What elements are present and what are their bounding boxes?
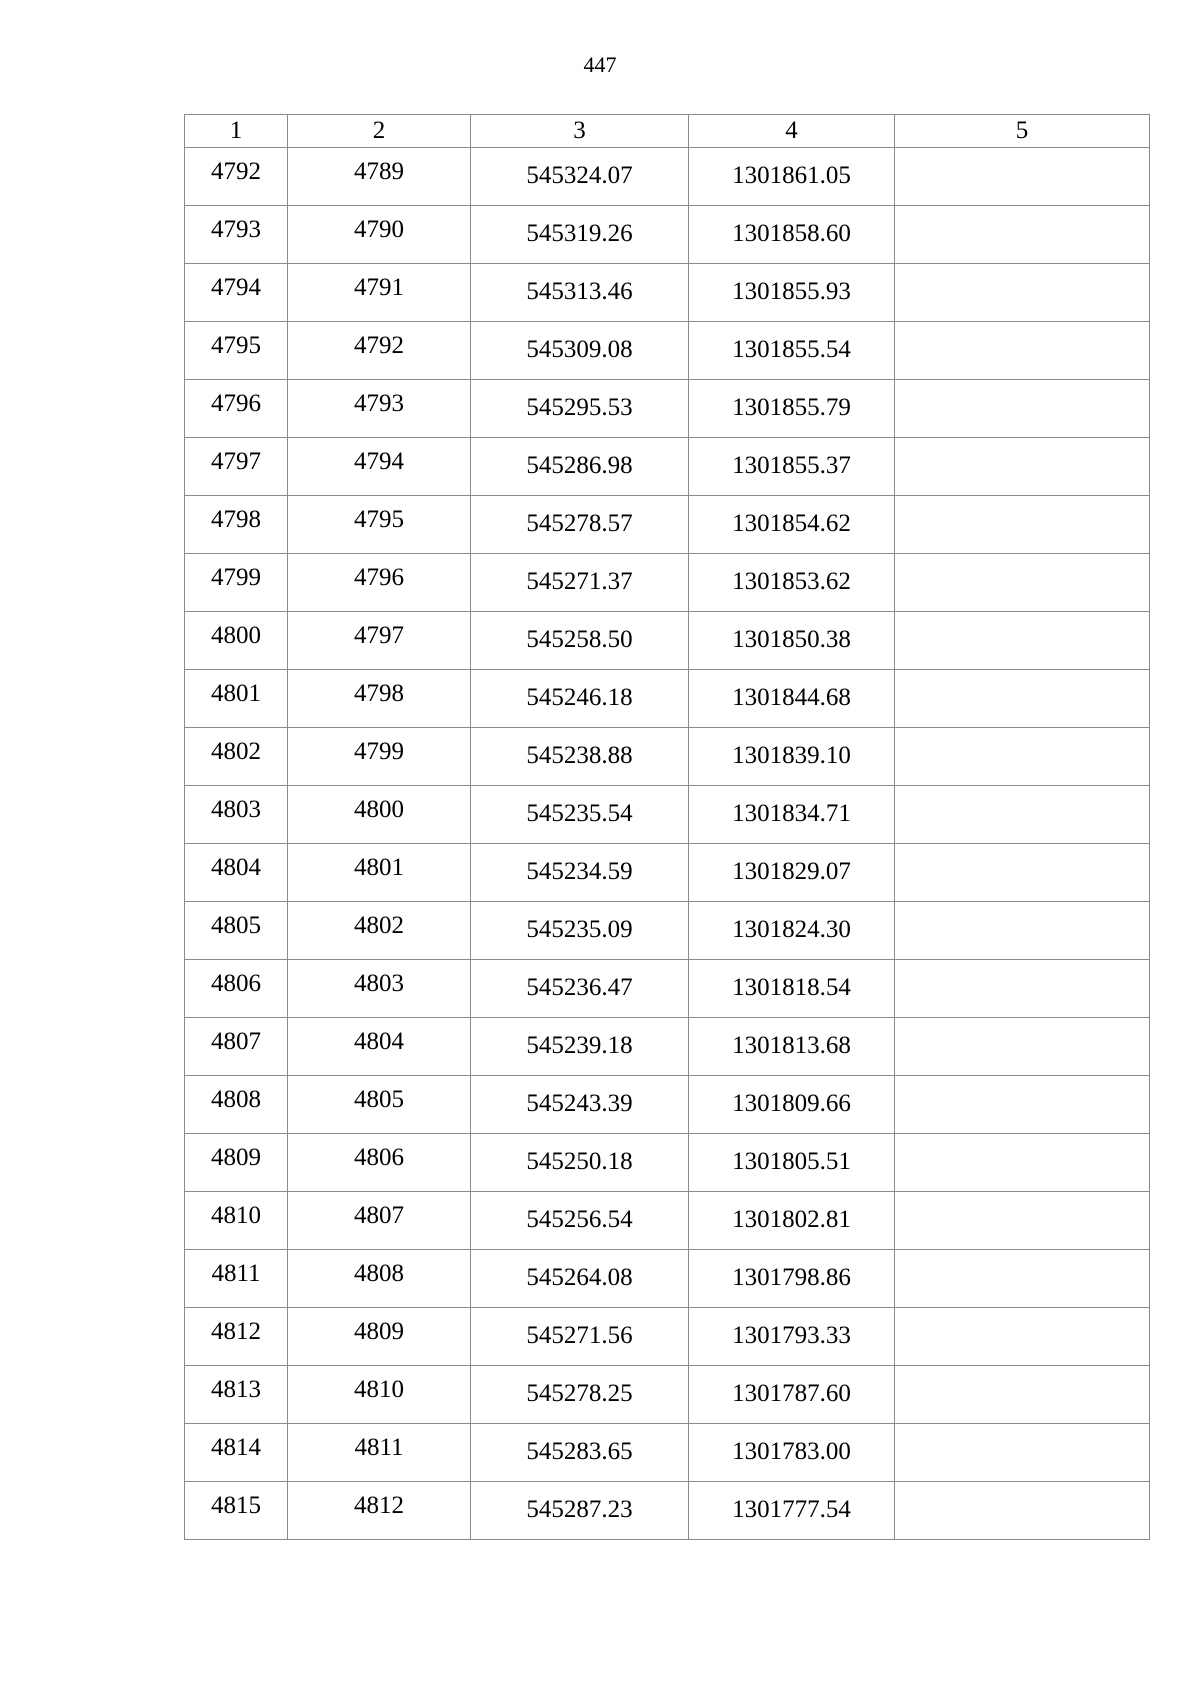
reference-number-cell: 4804 — [288, 1018, 471, 1076]
point-number-cell: 4813 — [185, 1366, 288, 1424]
reference-number-cell: 4800 — [288, 786, 471, 844]
note-cell — [895, 670, 1150, 728]
point-number-cell: 4806 — [185, 960, 288, 1018]
reference-number-cell: 4789 — [288, 148, 471, 206]
x-coordinate-cell: 545236.47 — [471, 960, 689, 1018]
note-cell — [895, 728, 1150, 786]
table-row — [185, 1134, 1150, 1192]
x-coordinate-cell: 545286.98 — [471, 438, 689, 496]
note-cell — [895, 322, 1150, 380]
table-row — [185, 1366, 1150, 1424]
header-row — [185, 115, 1150, 148]
reference-number-cell: 4796 — [288, 554, 471, 612]
x-coordinate-cell: 545271.37 — [471, 554, 689, 612]
x-coordinate-cell: 545278.25 — [471, 1366, 689, 1424]
y-coordinate-cell: 1301802.81 — [689, 1192, 895, 1250]
x-coordinate-cell: 545313.46 — [471, 264, 689, 322]
y-coordinate-cell: 1301787.60 — [689, 1366, 895, 1424]
table-row — [185, 902, 1150, 960]
reference-number-cell: 4812 — [288, 1482, 471, 1540]
y-coordinate-cell: 1301855.93 — [689, 264, 895, 322]
point-number-cell: 4792 — [185, 148, 288, 206]
column-header-3: 3 — [471, 115, 689, 148]
reference-number-cell: 4802 — [288, 902, 471, 960]
table-row — [185, 960, 1150, 1018]
note-cell — [895, 1366, 1150, 1424]
note-cell — [895, 554, 1150, 612]
note-cell — [895, 1192, 1150, 1250]
reference-number-cell: 4810 — [288, 1366, 471, 1424]
point-number-cell: 4809 — [185, 1134, 288, 1192]
x-coordinate-cell: 545238.88 — [471, 728, 689, 786]
point-number-cell: 4802 — [185, 728, 288, 786]
page-number: 447 — [583, 52, 617, 77]
x-coordinate-cell: 545258.50 — [471, 612, 689, 670]
x-coordinate-cell: 545234.59 — [471, 844, 689, 902]
reference-number-cell: 4803 — [288, 960, 471, 1018]
x-coordinate-cell: 545235.54 — [471, 786, 689, 844]
x-coordinate-cell: 545235.09 — [471, 902, 689, 960]
x-coordinate-cell: 545239.18 — [471, 1018, 689, 1076]
reference-number-cell: 4792 — [288, 322, 471, 380]
point-number-cell: 4810 — [185, 1192, 288, 1250]
x-coordinate-cell: 545319.26 — [471, 206, 689, 264]
y-coordinate-cell: 1301824.30 — [689, 902, 895, 960]
point-number-cell: 4793 — [185, 206, 288, 264]
y-coordinate-cell: 1301861.05 — [689, 148, 895, 206]
reference-number-cell: 4811 — [288, 1424, 471, 1482]
table-row — [185, 612, 1150, 670]
y-coordinate-cell: 1301834.71 — [689, 786, 895, 844]
point-number-cell: 4801 — [185, 670, 288, 728]
table-row — [185, 670, 1150, 728]
x-coordinate-cell: 545250.18 — [471, 1134, 689, 1192]
table-row — [185, 1482, 1150, 1540]
point-number-cell: 4805 — [185, 902, 288, 960]
reference-number-cell: 4794 — [288, 438, 471, 496]
note-cell — [895, 264, 1150, 322]
table-row — [185, 1018, 1150, 1076]
note-cell — [895, 1134, 1150, 1192]
note-cell — [895, 1018, 1150, 1076]
note-cell — [895, 438, 1150, 496]
table-row — [185, 380, 1150, 438]
point-number-cell: 4804 — [185, 844, 288, 902]
point-number-cell: 4796 — [185, 380, 288, 438]
y-coordinate-cell: 1301829.07 — [689, 844, 895, 902]
note-cell — [895, 148, 1150, 206]
reference-number-cell: 4791 — [288, 264, 471, 322]
table-row — [185, 206, 1150, 264]
reference-number-cell: 4807 — [288, 1192, 471, 1250]
note-cell — [895, 960, 1150, 1018]
note-cell — [895, 1250, 1150, 1308]
y-coordinate-cell: 1301813.68 — [689, 1018, 895, 1076]
table-row — [185, 786, 1150, 844]
coordinates-table — [184, 114, 1150, 1540]
note-cell — [895, 1076, 1150, 1134]
y-coordinate-cell: 1301783.00 — [689, 1424, 895, 1482]
x-coordinate-cell: 545256.54 — [471, 1192, 689, 1250]
column-header-2: 2 — [288, 115, 471, 148]
point-number-cell: 4799 — [185, 554, 288, 612]
note-cell — [895, 496, 1150, 554]
y-coordinate-cell: 1301844.68 — [689, 670, 895, 728]
reference-number-cell: 4801 — [288, 844, 471, 902]
note-cell — [895, 902, 1150, 960]
point-number-cell: 4811 — [185, 1250, 288, 1308]
column-header-4: 4 — [689, 115, 895, 148]
y-coordinate-cell: 1301798.86 — [689, 1250, 895, 1308]
point-number-cell: 4794 — [185, 264, 288, 322]
note-cell — [895, 786, 1150, 844]
y-coordinate-cell: 1301858.60 — [689, 206, 895, 264]
table-row — [185, 844, 1150, 902]
x-coordinate-cell: 545283.65 — [471, 1424, 689, 1482]
reference-number-cell: 4806 — [288, 1134, 471, 1192]
y-coordinate-cell: 1301855.79 — [689, 380, 895, 438]
reference-number-cell: 4793 — [288, 380, 471, 438]
y-coordinate-cell: 1301839.10 — [689, 728, 895, 786]
y-coordinate-cell: 1301777.54 — [689, 1482, 895, 1540]
table-row — [185, 496, 1150, 554]
reference-number-cell: 4798 — [288, 670, 471, 728]
x-coordinate-cell: 545264.08 — [471, 1250, 689, 1308]
point-number-cell: 4797 — [185, 438, 288, 496]
table-row — [185, 1308, 1150, 1366]
point-number-cell: 4803 — [185, 786, 288, 844]
reference-number-cell: 4795 — [288, 496, 471, 554]
reference-number-cell: 4808 — [288, 1250, 471, 1308]
y-coordinate-cell: 1301818.54 — [689, 960, 895, 1018]
x-coordinate-cell: 545309.08 — [471, 322, 689, 380]
point-number-cell: 4807 — [185, 1018, 288, 1076]
y-coordinate-cell: 1301855.37 — [689, 438, 895, 496]
point-number-cell: 4812 — [185, 1308, 288, 1366]
x-coordinate-cell: 545246.18 — [471, 670, 689, 728]
table-row — [185, 264, 1150, 322]
note-cell — [895, 206, 1150, 264]
table-row — [185, 1192, 1150, 1250]
note-cell — [895, 1482, 1150, 1540]
column-header-1: 1 — [185, 115, 288, 148]
y-coordinate-cell: 1301850.38 — [689, 612, 895, 670]
point-number-cell: 4800 — [185, 612, 288, 670]
note-cell — [895, 380, 1150, 438]
column-header-5: 5 — [895, 115, 1150, 148]
y-coordinate-cell: 1301853.62 — [689, 554, 895, 612]
y-coordinate-cell: 1301793.33 — [689, 1308, 895, 1366]
x-coordinate-cell: 545287.23 — [471, 1482, 689, 1540]
y-coordinate-cell: 1301805.51 — [689, 1134, 895, 1192]
table-row — [185, 728, 1150, 786]
reference-number-cell: 4799 — [288, 728, 471, 786]
x-coordinate-cell: 545295.53 — [471, 380, 689, 438]
table-row — [185, 1250, 1150, 1308]
table-row — [185, 148, 1150, 206]
x-coordinate-cell: 545324.07 — [471, 148, 689, 206]
note-cell — [895, 612, 1150, 670]
point-number-cell: 4815 — [185, 1482, 288, 1540]
point-number-cell: 4814 — [185, 1424, 288, 1482]
y-coordinate-cell: 1301855.54 — [689, 322, 895, 380]
y-coordinate-cell: 1301854.62 — [689, 496, 895, 554]
table-row — [185, 438, 1150, 496]
y-coordinate-cell: 1301809.66 — [689, 1076, 895, 1134]
reference-number-cell: 4797 — [288, 612, 471, 670]
table-header — [185, 115, 1150, 148]
point-number-cell: 4808 — [185, 1076, 288, 1134]
note-cell — [895, 1424, 1150, 1482]
note-cell — [895, 1308, 1150, 1366]
x-coordinate-cell: 545278.57 — [471, 496, 689, 554]
point-number-cell: 4798 — [185, 496, 288, 554]
x-coordinate-cell: 545271.56 — [471, 1308, 689, 1366]
table-row — [185, 1076, 1150, 1134]
x-coordinate-cell: 545243.39 — [471, 1076, 689, 1134]
note-cell — [895, 844, 1150, 902]
reference-number-cell: 4790 — [288, 206, 471, 264]
table-row — [185, 1424, 1150, 1482]
table-row — [185, 554, 1150, 612]
point-number-cell: 4795 — [185, 322, 288, 380]
reference-number-cell: 4809 — [288, 1308, 471, 1366]
table-row — [185, 322, 1150, 380]
reference-number-cell: 4805 — [288, 1076, 471, 1134]
table-body — [185, 148, 1150, 1540]
